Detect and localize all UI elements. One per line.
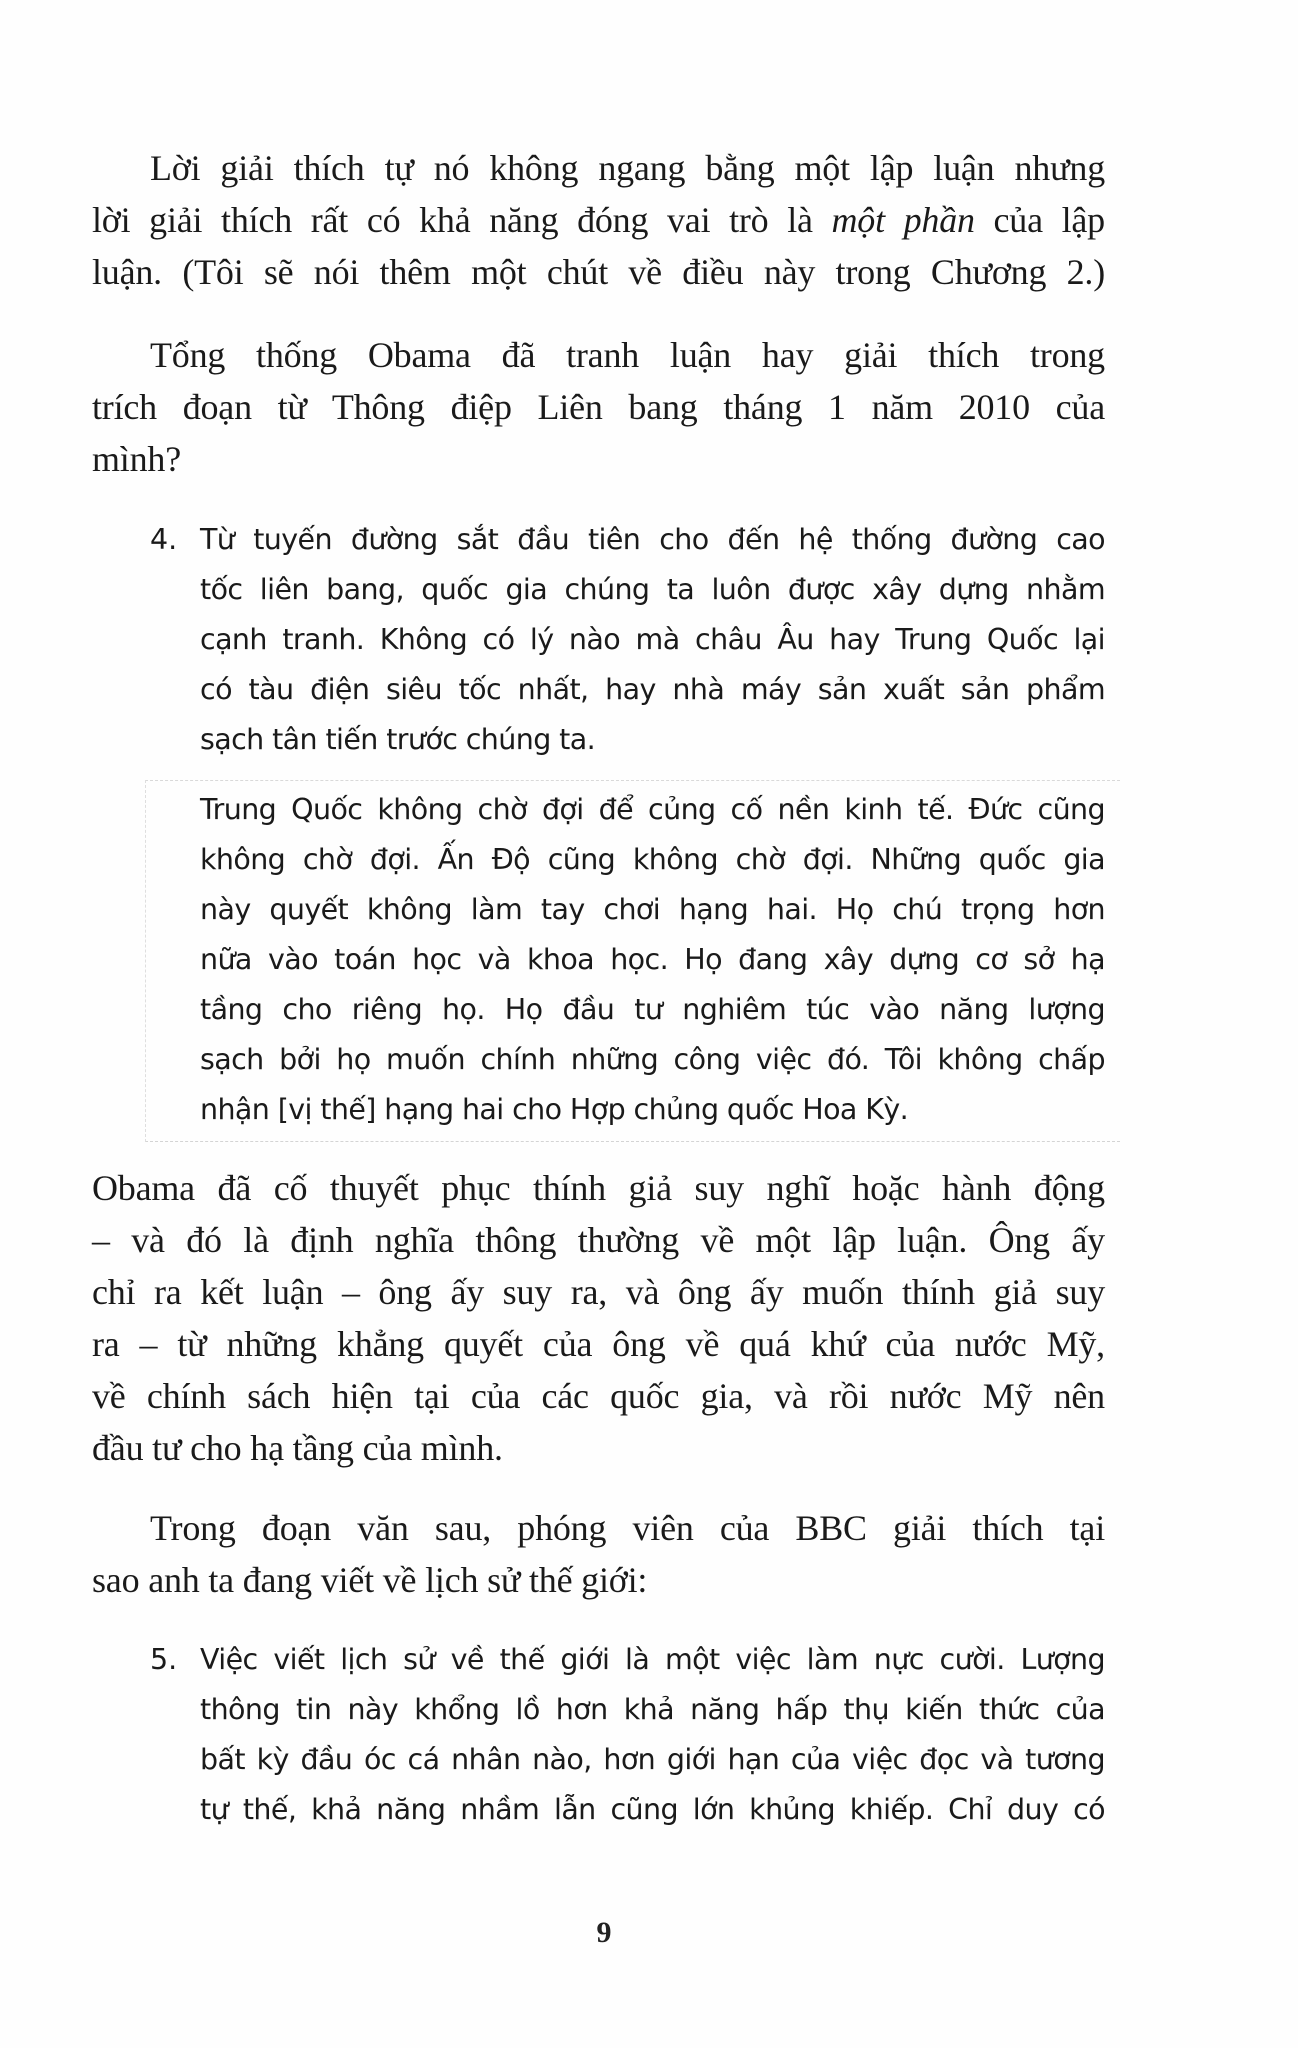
- example-line: tự thế, khả năng nhầm lẫn cũng lớn khủng khiếp. Chỉ duy có: [200, 1793, 1105, 1826]
- paragraph-line: Lời giải thích tự nó không ngang bằng một lập luận nhưng: [150, 148, 1105, 188]
- italic-emphasis: một phần: [831, 200, 975, 240]
- quote-line: Trung Quốc không chờ đợi để củng cố nền kinh tế. Đức cũng: [200, 793, 1105, 826]
- paragraph-line: Tổng thống Obama đã tranh luận hay giải thích trong: [150, 335, 1105, 375]
- paragraph-line: [92, 202, 1105, 238]
- line-text: lời giải thích rất có khả năng đóng vai trò là: [92, 200, 813, 240]
- paragraph-line: ra – từ những khẳng quyết của ông về quá khứ của nước Mỹ,: [92, 1324, 1105, 1364]
- page-number: 9: [596, 1916, 612, 1949]
- example-line: sạch tân tiến trước chúng ta.: [200, 723, 596, 756]
- example-line: bất kỳ đầu óc cá nhân nào, hơn giới hạn của việc đọc và tương: [200, 1743, 1105, 1776]
- line-text: của lập: [993, 200, 1105, 240]
- example-line: thông tin này khổng lồ hơn khả năng hấp thụ kiến thức của: [200, 1693, 1105, 1726]
- example-line: tốc liên bang, quốc gia chúng ta luôn được xây dựng nhằm: [200, 573, 1105, 606]
- paragraph-line: mình?: [92, 439, 181, 479]
- paragraph-line: luận. (Tôi sẽ nói thêm một chút về điều này trong Chương 2.): [92, 252, 1105, 292]
- example-number: 4.: [150, 523, 178, 556]
- paragraph-line: về chính sách hiện tại của các quốc gia, và rồi nước Mỹ nên: [92, 1376, 1105, 1416]
- example-line: có tàu điện siêu tốc nhất, hay nhà máy sản xuất sản phẩm: [200, 673, 1105, 706]
- quote-line: không chờ đợi. Ấn Độ cũng không chờ đợi. Những quốc gia: [200, 843, 1105, 876]
- paragraph-line: đầu tư cho hạ tầng của mình.: [92, 1428, 503, 1468]
- example-line: Việc viết lịch sử về thế giới là một việc làm nực cười. Lượng: [200, 1643, 1105, 1676]
- example-line: cạnh tranh. Không có lý nào mà châu Âu hay Trung Quốc lại: [200, 623, 1105, 656]
- paragraph-line: Obama đã cố thuyết phục thính giả suy nghĩ hoặc hành động: [92, 1168, 1105, 1208]
- quote-line: này quyết không làm tay chơi hạng hai. Họ chú trọng hơn: [200, 893, 1105, 926]
- paragraph-line: chỉ ra kết luận – ông ấy suy ra, và ông ấy muốn thính giả suy: [92, 1272, 1105, 1312]
- quote-line: tầng cho riêng họ. Họ đầu tư nghiêm túc vào năng lượng: [200, 993, 1105, 1026]
- paragraph-line: Trong đoạn văn sau, phóng viên của BBC giải thích tại: [150, 1508, 1105, 1548]
- quote-line: nhận [vị thế] hạng hai cho Hợp chủng quốc Hoa Kỳ.: [200, 1093, 909, 1126]
- paragraph-line: – và đó là định nghĩa thông thường về một lập luận. Ông ấy: [92, 1220, 1105, 1260]
- example-number: 5.: [150, 1643, 178, 1676]
- quote-line: nữa vào toán học và khoa học. Họ đang xây dựng cơ sở hạ: [200, 943, 1105, 976]
- quote-line: sạch bởi họ muốn chính những công việc đó. Tôi không chấp: [200, 1043, 1105, 1076]
- example-line: Từ tuyến đường sắt đầu tiên cho đến hệ thống đường cao: [200, 523, 1105, 556]
- paragraph-line: sao anh ta đang viết về lịch sử thế giới:: [92, 1560, 648, 1600]
- paragraph-line: trích đoạn từ Thông điệp Liên bang tháng 1 năm 2010 của: [92, 387, 1105, 427]
